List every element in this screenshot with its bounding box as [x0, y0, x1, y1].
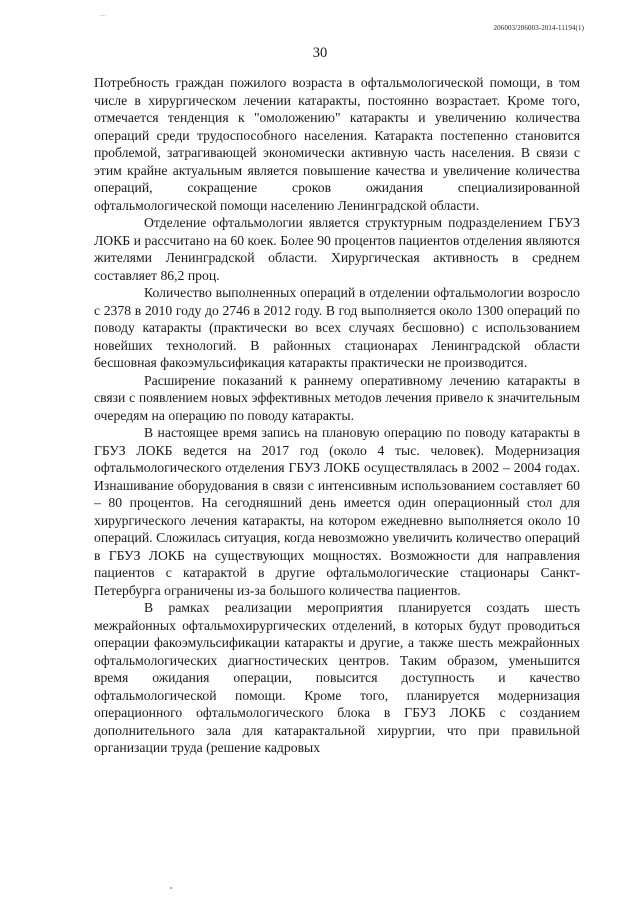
paragraph-4: Расширение показаний к раннему оперативному лечению катаракты в связи с появлением новых эффективных методов лечения привело к значительным очередям на операцию по поводу катаракты. [94, 372, 580, 423]
paragraph-5: В настоящее время запись на плановую операцию по поводу катаракты в ГБУЗ ЛОКБ ведется на 2017 год (около 4 тыс. человек). Модернизация офтальмологического отделения ГБУЗ ЛОКБ осуществлялась в 2002 – 2004 годах. Изнашивание оборудования в связи с интенсивным использованием составляет 60 – 80 процентов. На сегодняшний день имеется один операционный стол для хирургического лечения катаракты, на котором ежедневно выполняется около 10 операций. Сложилась ситуация, когда невозможно увеличить количество операций в ГБУЗ ЛОКБ на существующих мощностях. Возможности для направления пациентов с катарактой в другие офтальмологические стационары Санкт-Петербурга ограничены из-за большого количества пациентов. [94, 425, 580, 598]
paragraph-2: Отделение офтальмологии является структурным подразделением ГБУЗ ЛОКБ и рассчитано на 60 коек. Более 90 процентов пациентов отделения являются жителями Ленинградской области. Хирургическая активность в среднем составляет 86,2 проц. [94, 215, 580, 283]
paragraph-3: Количество выполненных операций в отделении офтальмологии возросло с 2378 в 2010 году до 2746 в 2012 году. В год выполняется около 1300 операций по поводу катаракты (практически во всех случаях бесшовно) с использованием новейших технологий. В районных стационарах Ленинградской области бесшовная факоэмульсификация катаракты практически не производится. [94, 285, 580, 370]
paragraph-1: Потребность граждан пожилого возраста в офтальмологической помощи, в том числе в хирургическом лечении катаракты, постоянно возрастает. Кроме того, отмечается тенденция к "омоложению" катаракты и увеличению количества операций среди трудоспособного населения. Катаракта постепенно становится проблемой, затрагивающей экономически активную часть населения. В связи с этим крайне актуальным является повышение качества и увеличение количества операций, сокращение сроков ожидания специализированной офтальмологической помощи населению Ленинградской области. [94, 75, 580, 213]
page-number: 30 [312, 45, 328, 61]
body-text [94, 74, 580, 757]
paragraph-6: В рамках реализации мероприятия планируется создать шесть межрайонных офтальмохирургических отделений, в которых будут проводиться операции факоэмульсификации катаракты и другие, а также шесть межрайонных офтальмологических диагностических центров. Таким образом, уменьшится время ожидания операции, повысится доступность и качество офтальмологической помощи. Кроме того, планируется модернизация операционного офтальмологического блока в ГБУЗ ЛОКБ с созданием дополнительного зала для катарактальной хирургии, что при правильной организации труда (решение кадровых [94, 600, 580, 755]
scan-corner-mark: .... [100, 12, 106, 18]
scan-artifact-dot [170, 887, 172, 889]
document-code: 206003/206003-2014-11194(1) [493, 24, 584, 32]
